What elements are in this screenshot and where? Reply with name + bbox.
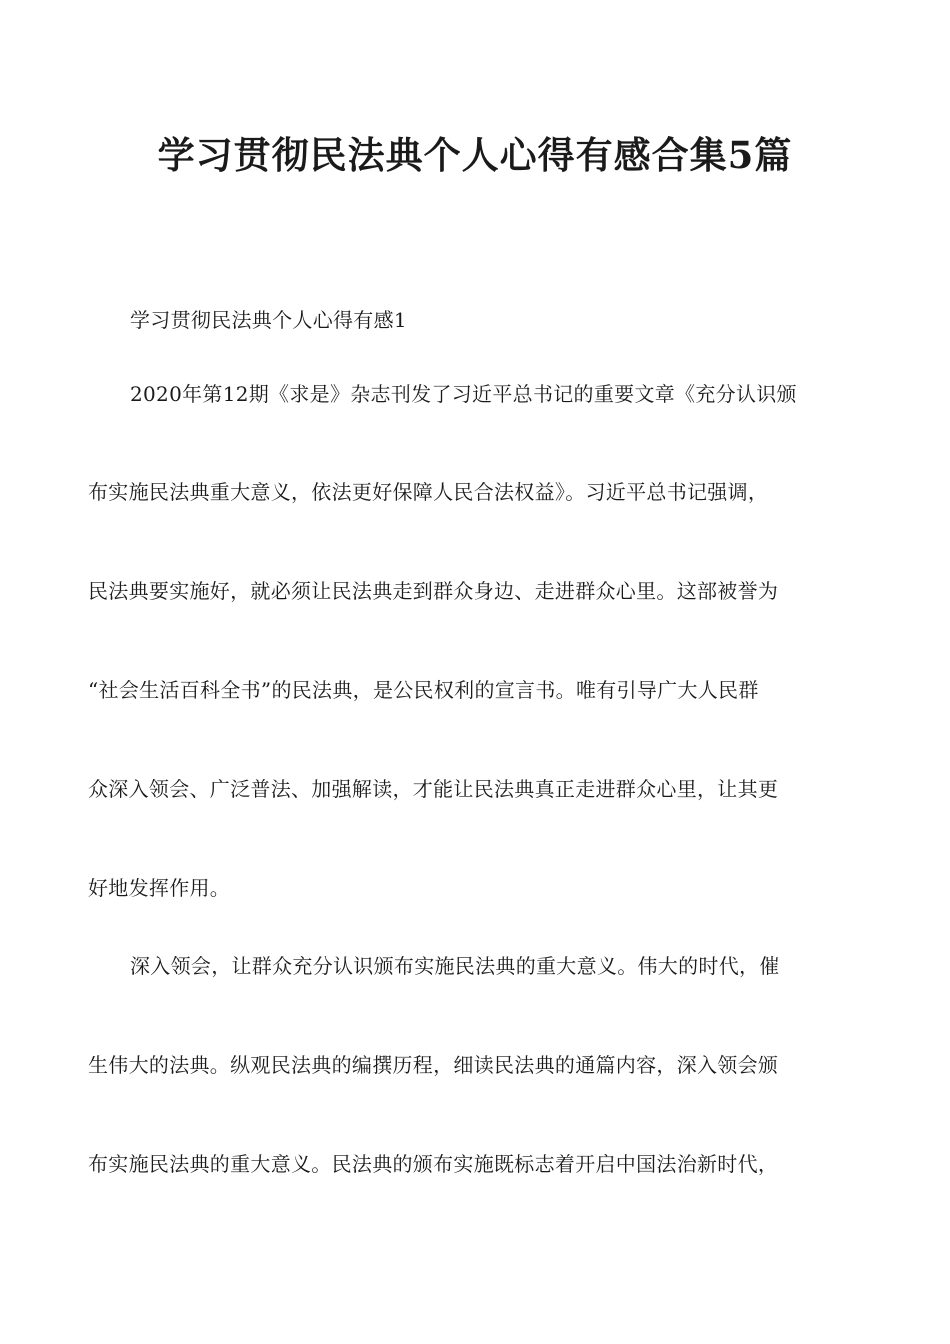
paragraph-line: “社会生活百科全书”的民法典，是公民权利的宣言书。唯有引导广大人民群 [88, 678, 759, 702]
paragraph-line: 深入领会，让群众充分认识颁布实施民法典的重大意义。伟大的时代，催 [130, 954, 780, 978]
document-title: 学习贯彻民法典个人心得有感合集5篇 [157, 133, 793, 177]
paragraph-line: 布实施民法典重大意义，依法更好保障人民合法权益》。习近平总书记强调， [88, 480, 769, 504]
section-heading: 学习贯彻民法典个人心得有感1 [130, 308, 407, 332]
paragraph-line: 布实施民法典的重大意义。民法典的颁布实施既标志着开启中国法治新时代， [88, 1152, 779, 1176]
paragraph-line: 民法典要实施好，就必须让民法典走到群众身边、走进群众心里。这部被誉为 [88, 579, 779, 603]
paragraph-line: 生伟大的法典。纵观民法典的编撰历程，细读民法典的通篇内容，深入领会颁 [88, 1053, 779, 1077]
paragraph-line: 2020年第12期《求是》杂志刊发了习近平总书记的重要文章《充分认识颁 [130, 382, 797, 406]
paragraph-line: 好地发挥作用。 [88, 876, 231, 900]
paragraph-line: 众深入领会、广泛普法、加强解读，才能让民法典真正走进群众心里，让其更 [88, 777, 779, 801]
